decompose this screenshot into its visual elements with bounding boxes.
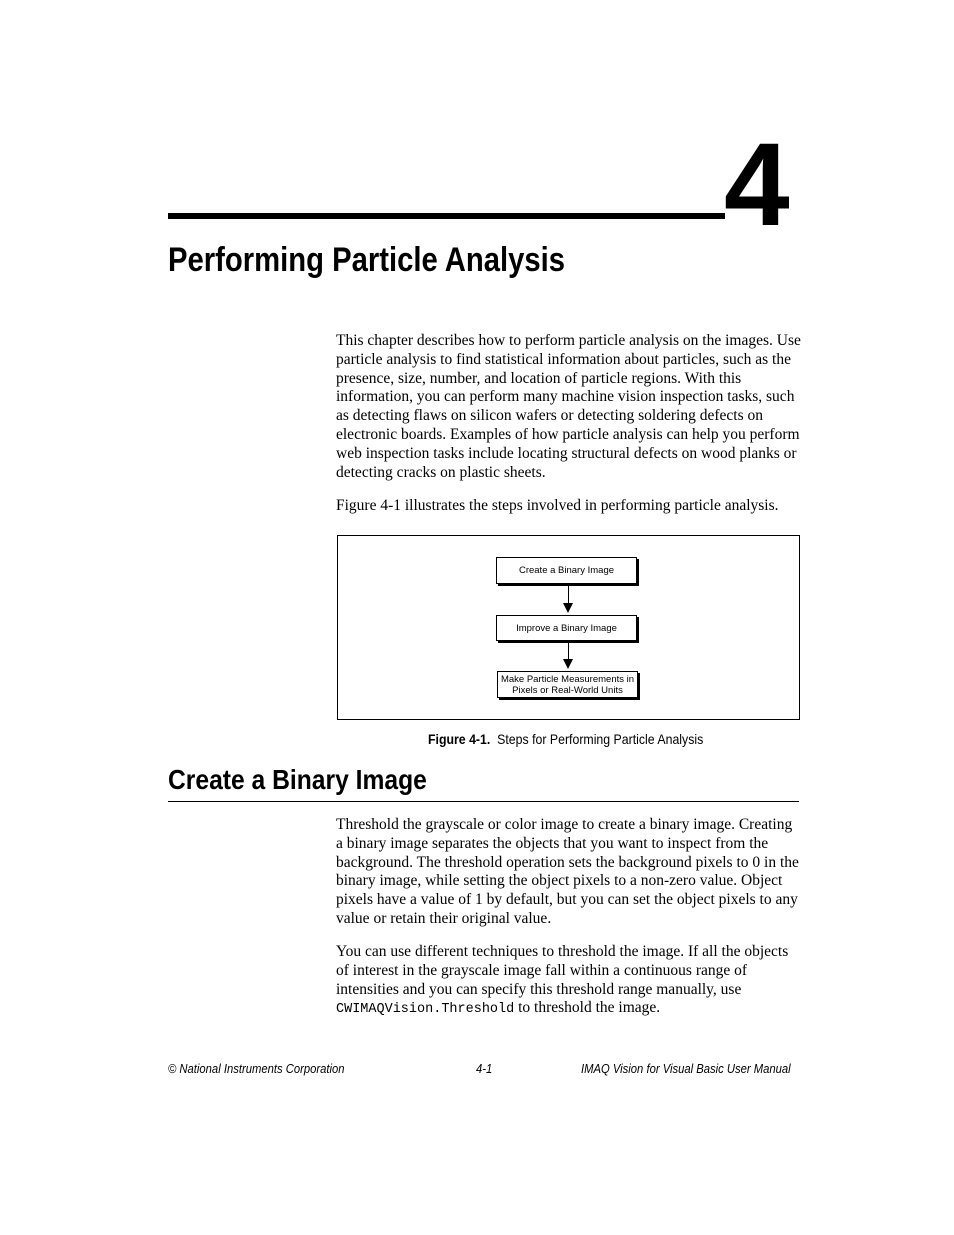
- figure-caption: [428, 730, 703, 748]
- footer-manual-title: IMAQ Vision for Visual Basic User Manual: [581, 1062, 791, 1076]
- chapter-rule: [168, 213, 725, 219]
- step-create-binary-image: Create a Binary Image: [496, 557, 637, 584]
- figure-caption-label: Figure 4-1.: [428, 731, 491, 747]
- figure-caption-text: Steps for Performing Particle Analysis: [497, 731, 704, 747]
- arrow-connector: [568, 586, 569, 604]
- arrow-head: [563, 659, 573, 669]
- arrow-connector: [568, 643, 569, 660]
- section-paragraph-threshold: [336, 943, 802, 1020]
- chapter-title: Performing Particle Analysis: [168, 241, 566, 279]
- section-heading: Create a Binary Image: [168, 764, 427, 795]
- footer-copyright: © National Instruments Corporation: [168, 1062, 345, 1076]
- chapter-number: 4: [724, 119, 788, 251]
- code-reference: CWIMAQVision.Threshold: [336, 1002, 515, 1018]
- intro-paragraph: This chapter describes how to perform particle analysis on the images. Use particle analysis to find statistical information about particles, such as the presence, size, number, and location of particle regions. With this information, you can perform many machine vision inspection tasks, such as detecting flaws on silicon wafers or detecting soldering defects on electronic boards. Examples of how particle analysis can help you perform web inspection tasks include locating structural defects on wood planks or detecting cracks on plastic sheets.: [336, 332, 801, 481]
- flowchart-figure: [337, 535, 800, 720]
- step-improve-binary-image: Improve a Binary Image: [496, 615, 637, 641]
- paragraph-text: to threshold the image.: [518, 999, 661, 1017]
- paragraph-text: You can use different techniques to threshold the image. If all the objects of interest in the grayscale image fall within a continuous range of intensities and you can specify this threshold range manually, use: [336, 943, 789, 998]
- figure-reference-paragraph: Figure 4-1 illustrates the steps involved in performing particle analysis.: [336, 497, 779, 514]
- footer-page-number: 4-1: [476, 1062, 493, 1076]
- step-make-particle-measurements: Make Particle Measurements in Pixels or Real-World Units: [497, 671, 638, 698]
- arrow-head: [563, 603, 573, 613]
- section-rule: [168, 801, 799, 802]
- section-paragraph: Threshold the grayscale or color image to create a binary image. Creating a binary image separates the objects that you want to inspect from the background. The threshold operation sets the background pixels to 0 in the binary image, while setting the object pixels to a non-zero value. Object pixels have a value of 1 by default, but you can set the object pixels to any value or retain their original value.: [336, 816, 799, 927]
